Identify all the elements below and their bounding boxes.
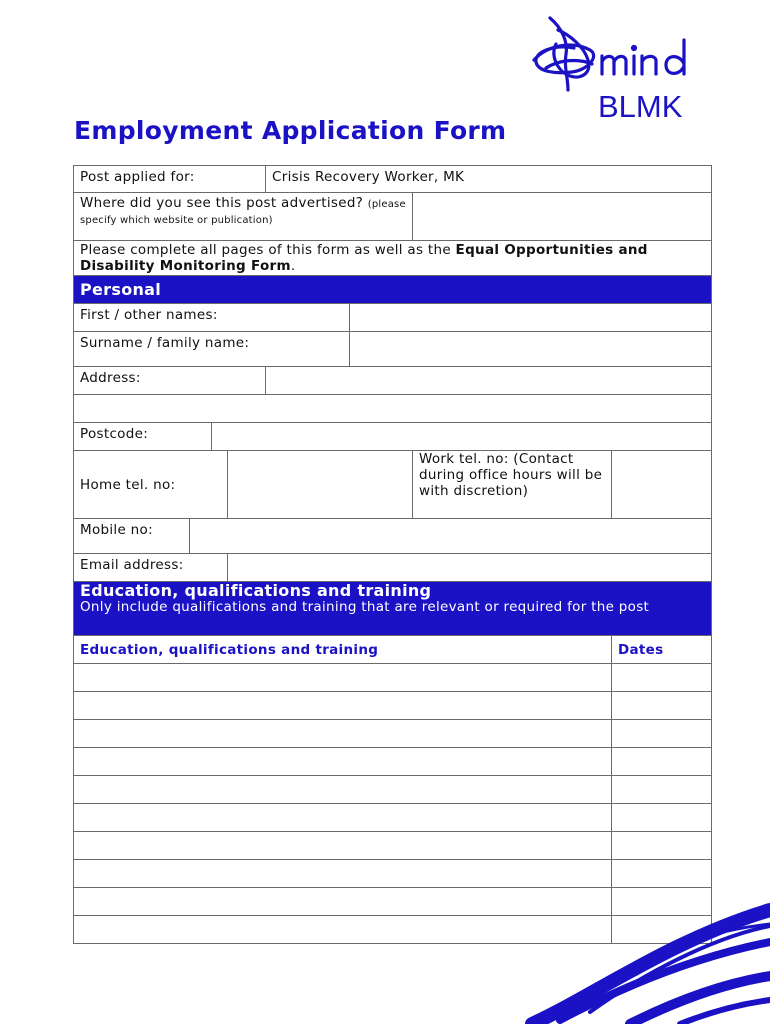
education-entry-input[interactable] <box>74 720 612 748</box>
mobile-label: Mobile no: <box>74 519 190 554</box>
surname-row <box>74 332 712 367</box>
address-row <box>74 367 712 395</box>
decorative-brush-stroke <box>520 880 770 1024</box>
email-input[interactable] <box>228 554 712 582</box>
application-form <box>73 165 712 944</box>
home-tel-input[interactable] <box>228 451 413 519</box>
education-entry-input[interactable] <box>74 748 612 776</box>
education-entry-input[interactable] <box>74 832 612 860</box>
first-names-input[interactable] <box>350 304 712 332</box>
address-input[interactable] <box>266 367 712 395</box>
education-row <box>74 832 712 860</box>
advert-input[interactable] <box>413 193 712 241</box>
education-dates-input[interactable] <box>612 692 712 720</box>
address-input-line-2[interactable] <box>74 395 712 423</box>
education-dates-input[interactable] <box>612 832 712 860</box>
education-entry-input[interactable] <box>74 692 612 720</box>
dates-column-header: Dates <box>612 636 712 664</box>
first-names-row <box>74 304 712 332</box>
first-names-label: First / other names: <box>74 304 350 332</box>
page-title: Employment Application Form <box>74 116 507 145</box>
instructions: Please complete all pages of this form as well as the Equal Opportunities and Disability Monitoring Form. <box>74 241 712 276</box>
email-row <box>74 554 712 582</box>
email-label: Email address: <box>74 554 228 582</box>
education-row <box>74 776 712 804</box>
mobile-input[interactable] <box>190 519 712 554</box>
surname-input[interactable] <box>350 332 712 367</box>
education-row <box>74 804 712 832</box>
advert-hint: (please specify which website or publication) <box>80 199 406 226</box>
work-tel-input[interactable] <box>612 451 712 519</box>
education-row <box>74 720 712 748</box>
work-tel-label: Work tel. no: (Contact during office hours will be with discretion) <box>413 451 612 519</box>
education-entry-input[interactable] <box>74 804 612 832</box>
postcode-row <box>74 423 712 451</box>
education-dates-input[interactable] <box>612 720 712 748</box>
section-education-subtitle: Only include qualifications and training that are relevant or required for the post <box>80 599 650 615</box>
education-dates-input[interactable] <box>612 748 712 776</box>
education-entry-input[interactable] <box>74 776 612 804</box>
education-dates-input[interactable] <box>612 776 712 804</box>
advert-label: Where did you see this post advertised? <box>80 195 364 211</box>
address-row-2 <box>74 395 712 423</box>
home-tel-label: Home tel. no: <box>74 451 228 519</box>
mind-logo <box>528 16 728 124</box>
education-row <box>74 664 712 692</box>
post-applied-row <box>74 166 712 193</box>
education-column-header: Education, qualifications and training <box>74 636 612 664</box>
monitoring-form-name: Equal Opportunities and Disability Monitoring Form <box>80 242 648 274</box>
telephone-row <box>74 451 712 519</box>
education-row <box>74 692 712 720</box>
instructions-row <box>74 241 712 276</box>
postcode-input[interactable] <box>212 423 712 451</box>
section-education-title: Education, qualifications and training <box>80 581 432 600</box>
education-dates-input[interactable] <box>612 664 712 692</box>
logo-region-text: BLMK <box>598 89 683 124</box>
post-applied-value: Crisis Recovery Worker, MK <box>266 166 712 193</box>
address-label: Address: <box>74 367 266 395</box>
postcode-label: Postcode: <box>74 423 212 451</box>
education-dates-input[interactable] <box>612 804 712 832</box>
post-applied-label: Post applied for: <box>74 166 266 193</box>
surname-label: Surname / family name: <box>74 332 350 367</box>
section-education <box>74 582 712 636</box>
education-row <box>74 748 712 776</box>
education-entry-input[interactable] <box>74 664 612 692</box>
mobile-row <box>74 519 712 554</box>
advert-row <box>74 193 712 241</box>
education-header-row <box>74 636 712 664</box>
section-personal: Personal <box>74 276 712 304</box>
